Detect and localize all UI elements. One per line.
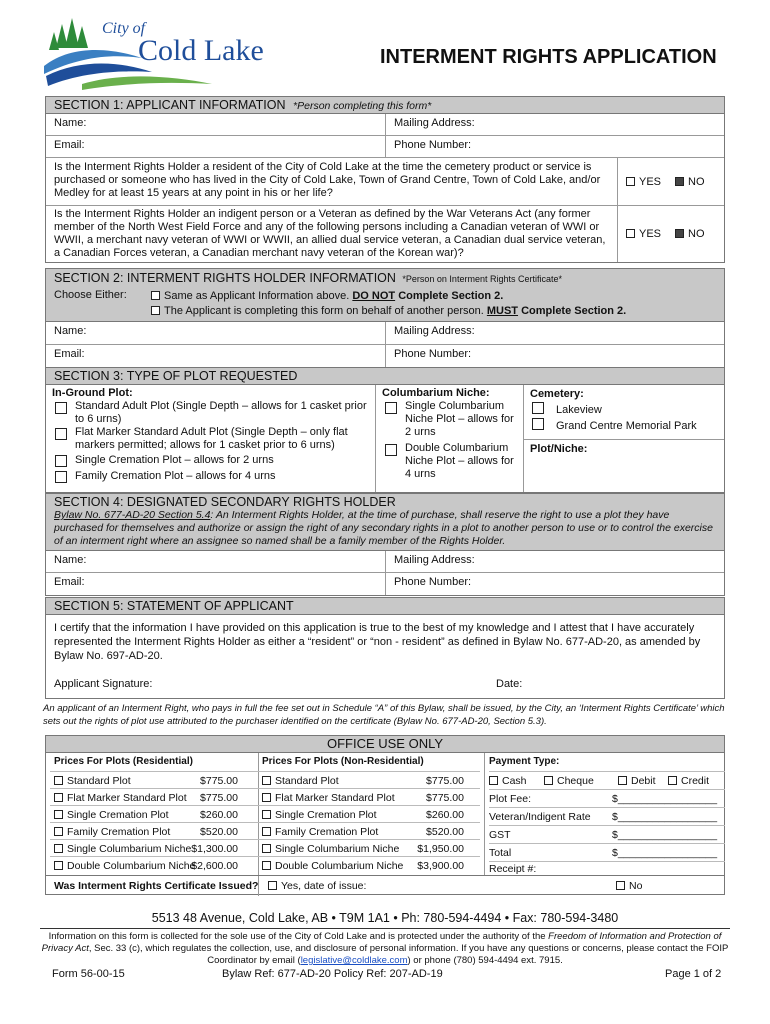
checkbox-icon [532, 402, 544, 414]
checkbox-icon [55, 455, 67, 467]
ig-standard-option[interactable]: Standard Adult Plot (Single Depth – allows for 1 casket prior to 6 urns) [52, 400, 369, 426]
checkbox-icon [54, 793, 63, 802]
s2-option-behalf[interactable]: The Applicant is completing this form on behalf of another person. MUST Complete Section 2. [151, 305, 626, 317]
gst-label: GST [489, 829, 511, 841]
ig-single-cremation-option[interactable]: Single Cremation Plot – allows for 2 urns [52, 454, 369, 467]
nonres-price-item[interactable]: Family Cremation Plot [262, 826, 378, 838]
cemetery-column: Cemetery: Lakeview Grand Centre Memorial Park Plot/Niche: [524, 385, 724, 492]
gst-field[interactable]: $_________________ [612, 829, 718, 841]
s2-mailing-field[interactable]: Mailing Address: [394, 325, 475, 337]
pay-credit[interactable]: Credit [668, 775, 709, 787]
res-price-item[interactable]: Flat Marker Standard Plot [54, 792, 187, 804]
pay-cash[interactable]: Cash [489, 775, 527, 787]
ig-family-cremation-option[interactable]: Family Cremation Plot – allows for 4 urns [52, 470, 369, 483]
s2-choose-label: Choose Either: [54, 289, 127, 301]
receipt-field[interactable]: Receipt #: [489, 863, 537, 875]
cem-grand-centre-option[interactable]: Grand Centre Memorial Park [530, 418, 718, 434]
pay-cheque[interactable]: Cheque [544, 775, 594, 787]
section-1 [45, 96, 725, 263]
inground-column: In-Ground Plot: Standard Adult Plot (Single Depth – allows for 1 casket prior to 6 urns) Flat Marker Standard Adult Plot (Single Depth – only flat markers permitted; allows for 1 casket prior to 6 urns) Single Cremation Plot – allows for 2 urns Family Cremation Plot – allows for 4 urns [46, 385, 376, 492]
plot-fee-field[interactable]: $_________________ [612, 793, 718, 805]
foip-email-link[interactable]: legislative@coldlake.com [300, 955, 408, 966]
res-price-item[interactable]: Family Cremation Plot [54, 826, 170, 838]
checked-checkbox-icon [675, 177, 684, 186]
section-2 [45, 268, 725, 368]
res-price-value: $260.00 [200, 809, 238, 821]
nonres-price-value: $260.00 [426, 809, 464, 821]
form-number: Form 56-00-15 [52, 968, 125, 980]
checkbox-icon [262, 776, 271, 785]
checkbox-icon [151, 291, 160, 300]
checkbox-icon [262, 827, 271, 836]
s1-email-field[interactable]: Email: [46, 136, 386, 157]
page-number: Page 1 of 2 [665, 968, 722, 980]
checkbox-icon [268, 881, 277, 890]
checkbox-icon [385, 444, 397, 456]
s1-phone-field[interactable]: Phone Number: [394, 139, 472, 151]
s2-option-same[interactable]: Same as Applicant Information above. DO NOT Complete Section 2. [151, 290, 503, 302]
certificate-issued-row: Was Interment Rights Certificate Issued? Yes, date of issue: No [46, 876, 724, 896]
issued-no-option[interactable]: No [616, 880, 642, 892]
section-5-header: SECTION 5: STATEMENT OF APPLICANT [46, 598, 724, 615]
nonres-price-item[interactable]: Double Columbarium Niche [262, 860, 403, 872]
s1-mailing-field[interactable]: Mailing Address: [394, 117, 475, 129]
nonres-price-value: $520.00 [426, 826, 464, 838]
checkbox-icon [55, 428, 67, 440]
cem-lakeview-option[interactable]: Lakeview [530, 402, 718, 418]
foip-notice: Information on this form is collected for the sole use of the City of Cold Lake and is protected under the authority of the Freedom of Information and Protection of Privacy Act, Sec. 33 (c), which regulates the collection, use, and disclosure of personal information. If you have any questions or concerns, please contact the FOIP Coordinator by email (legislative@coldlake.com) or phone (780) 594-4494 ext. 7915. [40, 928, 730, 967]
checkbox-icon [385, 402, 397, 414]
checkbox-icon [54, 827, 63, 836]
office-header: OFFICE USE ONLY [46, 736, 724, 753]
certificate-footnote: An applicant of an Interment Right, who pays in full the fee set out in Schedule “A” of this Bylaw, shall be issued, by the City, an ‘Interment Rights Certificate’ which sets out the rights of plot use attributed to the purchaser identified on the certificate (Bylaw No. 677-AD-20, Section 5.3). [43, 703, 725, 727]
checkbox-icon [262, 844, 271, 853]
s1-q2-no[interactable]: NO [675, 228, 705, 240]
section-3 [45, 367, 725, 493]
col-double-option[interactable]: Double Columbarium Niche Plot – allows for 4 urns [382, 442, 517, 481]
section-4 [45, 493, 725, 596]
pay-debit[interactable]: Debit [618, 775, 656, 787]
bylaw-reference: Bylaw Ref: 677-AD-20 Policy Ref: 207-AD-19 [222, 968, 443, 980]
s1-q1-yes[interactable]: YES [626, 176, 661, 188]
signature-field[interactable]: Applicant Signature: [54, 678, 153, 690]
date-field[interactable]: Date: [496, 678, 523, 690]
s1-q2-yes[interactable]: YES [626, 228, 661, 240]
s4-mailing-field[interactable]: Mailing Address: [394, 554, 475, 566]
veteran-rate-field[interactable]: $_________________ [612, 811, 718, 823]
nonres-price-item[interactable]: Single Cremation Plot [262, 809, 377, 821]
nonres-price-item[interactable]: Flat Marker Standard Plot [262, 792, 395, 804]
checkbox-icon [618, 776, 627, 785]
checkbox-icon [54, 776, 63, 785]
checkbox-icon [54, 844, 63, 853]
res-price-value: $520.00 [200, 826, 238, 838]
s1-name-field[interactable]: Name: [46, 114, 386, 135]
nonres-price-value: $775.00 [426, 792, 464, 804]
res-price-item[interactable]: Single Cremation Plot [54, 809, 169, 821]
s4-phone-field[interactable]: Phone Number: [394, 576, 472, 588]
checked-checkbox-icon [675, 229, 684, 238]
s1-question-resident: Is the Interment Rights Holder a resident of the City of Cold Lake at the time the cemetery product or service is purchased or someone who has lived in the City of Cold Lake, Town of Grand Centre, Town of Cold Lake, and/or Medley for at least 15 years at any point in his or her life? [46, 158, 618, 205]
checkbox-icon [55, 471, 67, 483]
checkbox-icon [616, 881, 625, 890]
section-5 [45, 597, 725, 699]
checkbox-icon [151, 306, 160, 315]
nonres-price-item[interactable]: Standard Plot [262, 775, 339, 787]
plot-fee-label: Plot Fee: [489, 793, 532, 805]
checkbox-icon [262, 861, 271, 870]
checkbox-icon [544, 776, 553, 785]
checkbox-icon [262, 810, 271, 819]
section-2-header: SECTION 2: INTERMENT RIGHTS HOLDER INFORMATION *Person on Interment Rights Certificate* Choose Either: Same as Applicant Information above. DO NOT Complete Section 2. The Applicant is completing this form on behalf of another person. MUST Complete Section 2. [46, 269, 724, 322]
s2-email-field[interactable]: Email: [46, 345, 386, 367]
nonres-price-value: $775.00 [426, 775, 464, 787]
checkbox-icon [54, 861, 63, 870]
res-price-value: $775.00 [200, 792, 238, 804]
office-price-area: Prices For Plots (Residential) Prices For Plots (Non-Residential) Payment Type: Standard Plot $775.00 Standard Plot $775.00 Flat Marker Standard Plot $775.00 Flat Marker Standard Plot $775.00 Single Cremation Plot $260.00 Single Cremation Plot $260.00 Family Cremation Plot $520.00 Family Cremation Plot $520.00 Single Columbarium Niche $1,300.00 Single Columbarium Niche $1,950.00 Double Columbarium Niche $2,600.00 Double Columbarium Niche $3,900.00 Cash Cheque Debit Credit Plot Fee: $_________________ Veteran/Indigent Rate $_________________ GST $_________________ Total $_________________ Receipt #: [46, 753, 724, 876]
checkbox-icon [54, 810, 63, 819]
office-use-section [45, 735, 725, 895]
section-4-header: SECTION 4: DESIGNATED SECONDARY RIGHTS HOLDER Bylaw No. 677-AD-20 Section 5.4: An Interment Rights Holder, at the time of purchase, shall reserve the right to use a plot they have purchased for themselves and authorize or assign the right of any secondary rights in a plot to another person to use or to control the exercise of an interment right where an assignee so named shall be a family member of the Rights Holder. [46, 494, 724, 551]
col-single-option[interactable]: Single Columbarium Niche Plot – allows for 2 urns [382, 400, 517, 439]
footer-address: 5513 48 Avenue, Cold Lake, AB • T9M 1A1 • Ph: 780-594-4494 • Fax: 780-594-3480 [151, 911, 619, 925]
res-price-item[interactable]: Single Columbarium Niche [54, 843, 191, 855]
checkbox-icon [626, 229, 635, 238]
s4-email-field[interactable]: Email: [46, 573, 386, 595]
checkbox-icon [532, 418, 544, 430]
res-price-item[interactable]: Double Columbarium Niche [54, 860, 195, 872]
veteran-rate-label: Veteran/Indigent Rate [489, 811, 591, 823]
s2-phone-field[interactable]: Phone Number: [394, 348, 472, 360]
columbarium-column: Columbarium Niche: Single Columbarium Niche Plot – allows for 2 urns Double Columbarium Niche Plot – allows for 4 urns [376, 385, 524, 492]
s2-name-field[interactable]: Name: [46, 322, 386, 344]
checkbox-icon [489, 776, 498, 785]
s1-q2-options [618, 206, 724, 262]
checkbox-icon [626, 177, 635, 186]
nonres-price-value: $1,950.00 [417, 843, 464, 855]
checkbox-icon [668, 776, 677, 785]
city-logo [42, 14, 282, 94]
checkbox-icon [55, 402, 67, 414]
ig-flat-marker-option[interactable]: Flat Marker Standard Adult Plot (Single Depth – only flat markers permitted; allows for 1 casket prior to 6 urns) [52, 426, 369, 452]
issued-yes-option[interactable]: Yes, date of issue: [268, 880, 366, 892]
page-title: INTERMENT RIGHTS APPLICATION [380, 46, 717, 68]
checkbox-icon [262, 793, 271, 802]
res-price-value: $1,300.00 [191, 843, 238, 855]
nonres-price-item[interactable]: Single Columbarium Niche [262, 843, 399, 855]
s4-name-field[interactable]: Name: [46, 551, 386, 572]
total-label: Total [489, 847, 512, 859]
section-3-header: SECTION 3: TYPE OF PLOT REQUESTED [46, 368, 724, 385]
s1-q1-no[interactable]: NO [675, 176, 705, 188]
total-field[interactable]: $_________________ [612, 847, 718, 859]
res-price-value: $2,600.00 [191, 860, 238, 872]
s1-q1-options [618, 158, 724, 205]
nonres-price-value: $3,900.00 [417, 860, 464, 872]
section-1-header: SECTION 1: APPLICANT INFORMATION *Person completing this form* [46, 97, 724, 114]
s1-question-veteran: Is the Interment Rights Holder an indigent person or a Veteran as defined by the War Veterans Act (any former member of the North West Field Force and any of the following persons including a Canadian veteran of WWI or WWII, a merchant navy veteran of WWI or WWII, an allied dual service veteran, a Canadian dual service veteran, a Canadian Forces veteran, a Canadian merchant navy veteran of the Korean war)? [46, 206, 618, 262]
logo-city-of: City of [102, 20, 146, 37]
logo-cold-lake: Cold Lake [138, 34, 264, 67]
res-price-item[interactable]: Standard Plot [54, 775, 131, 787]
plot-niche-field[interactable]: Plot/Niche: [530, 443, 588, 455]
statement-text: I certify that the information I have provided on this application is true to the best of my knowledge and I attest that I have accurately represented the Interment Rights Holder as either a “resident” or “non - resident” as defined in Bylaw No. 677-AD-20, as amended by Bylaw No. 697-AD-20. [54, 622, 701, 662]
res-price-value: $775.00 [200, 775, 238, 787]
